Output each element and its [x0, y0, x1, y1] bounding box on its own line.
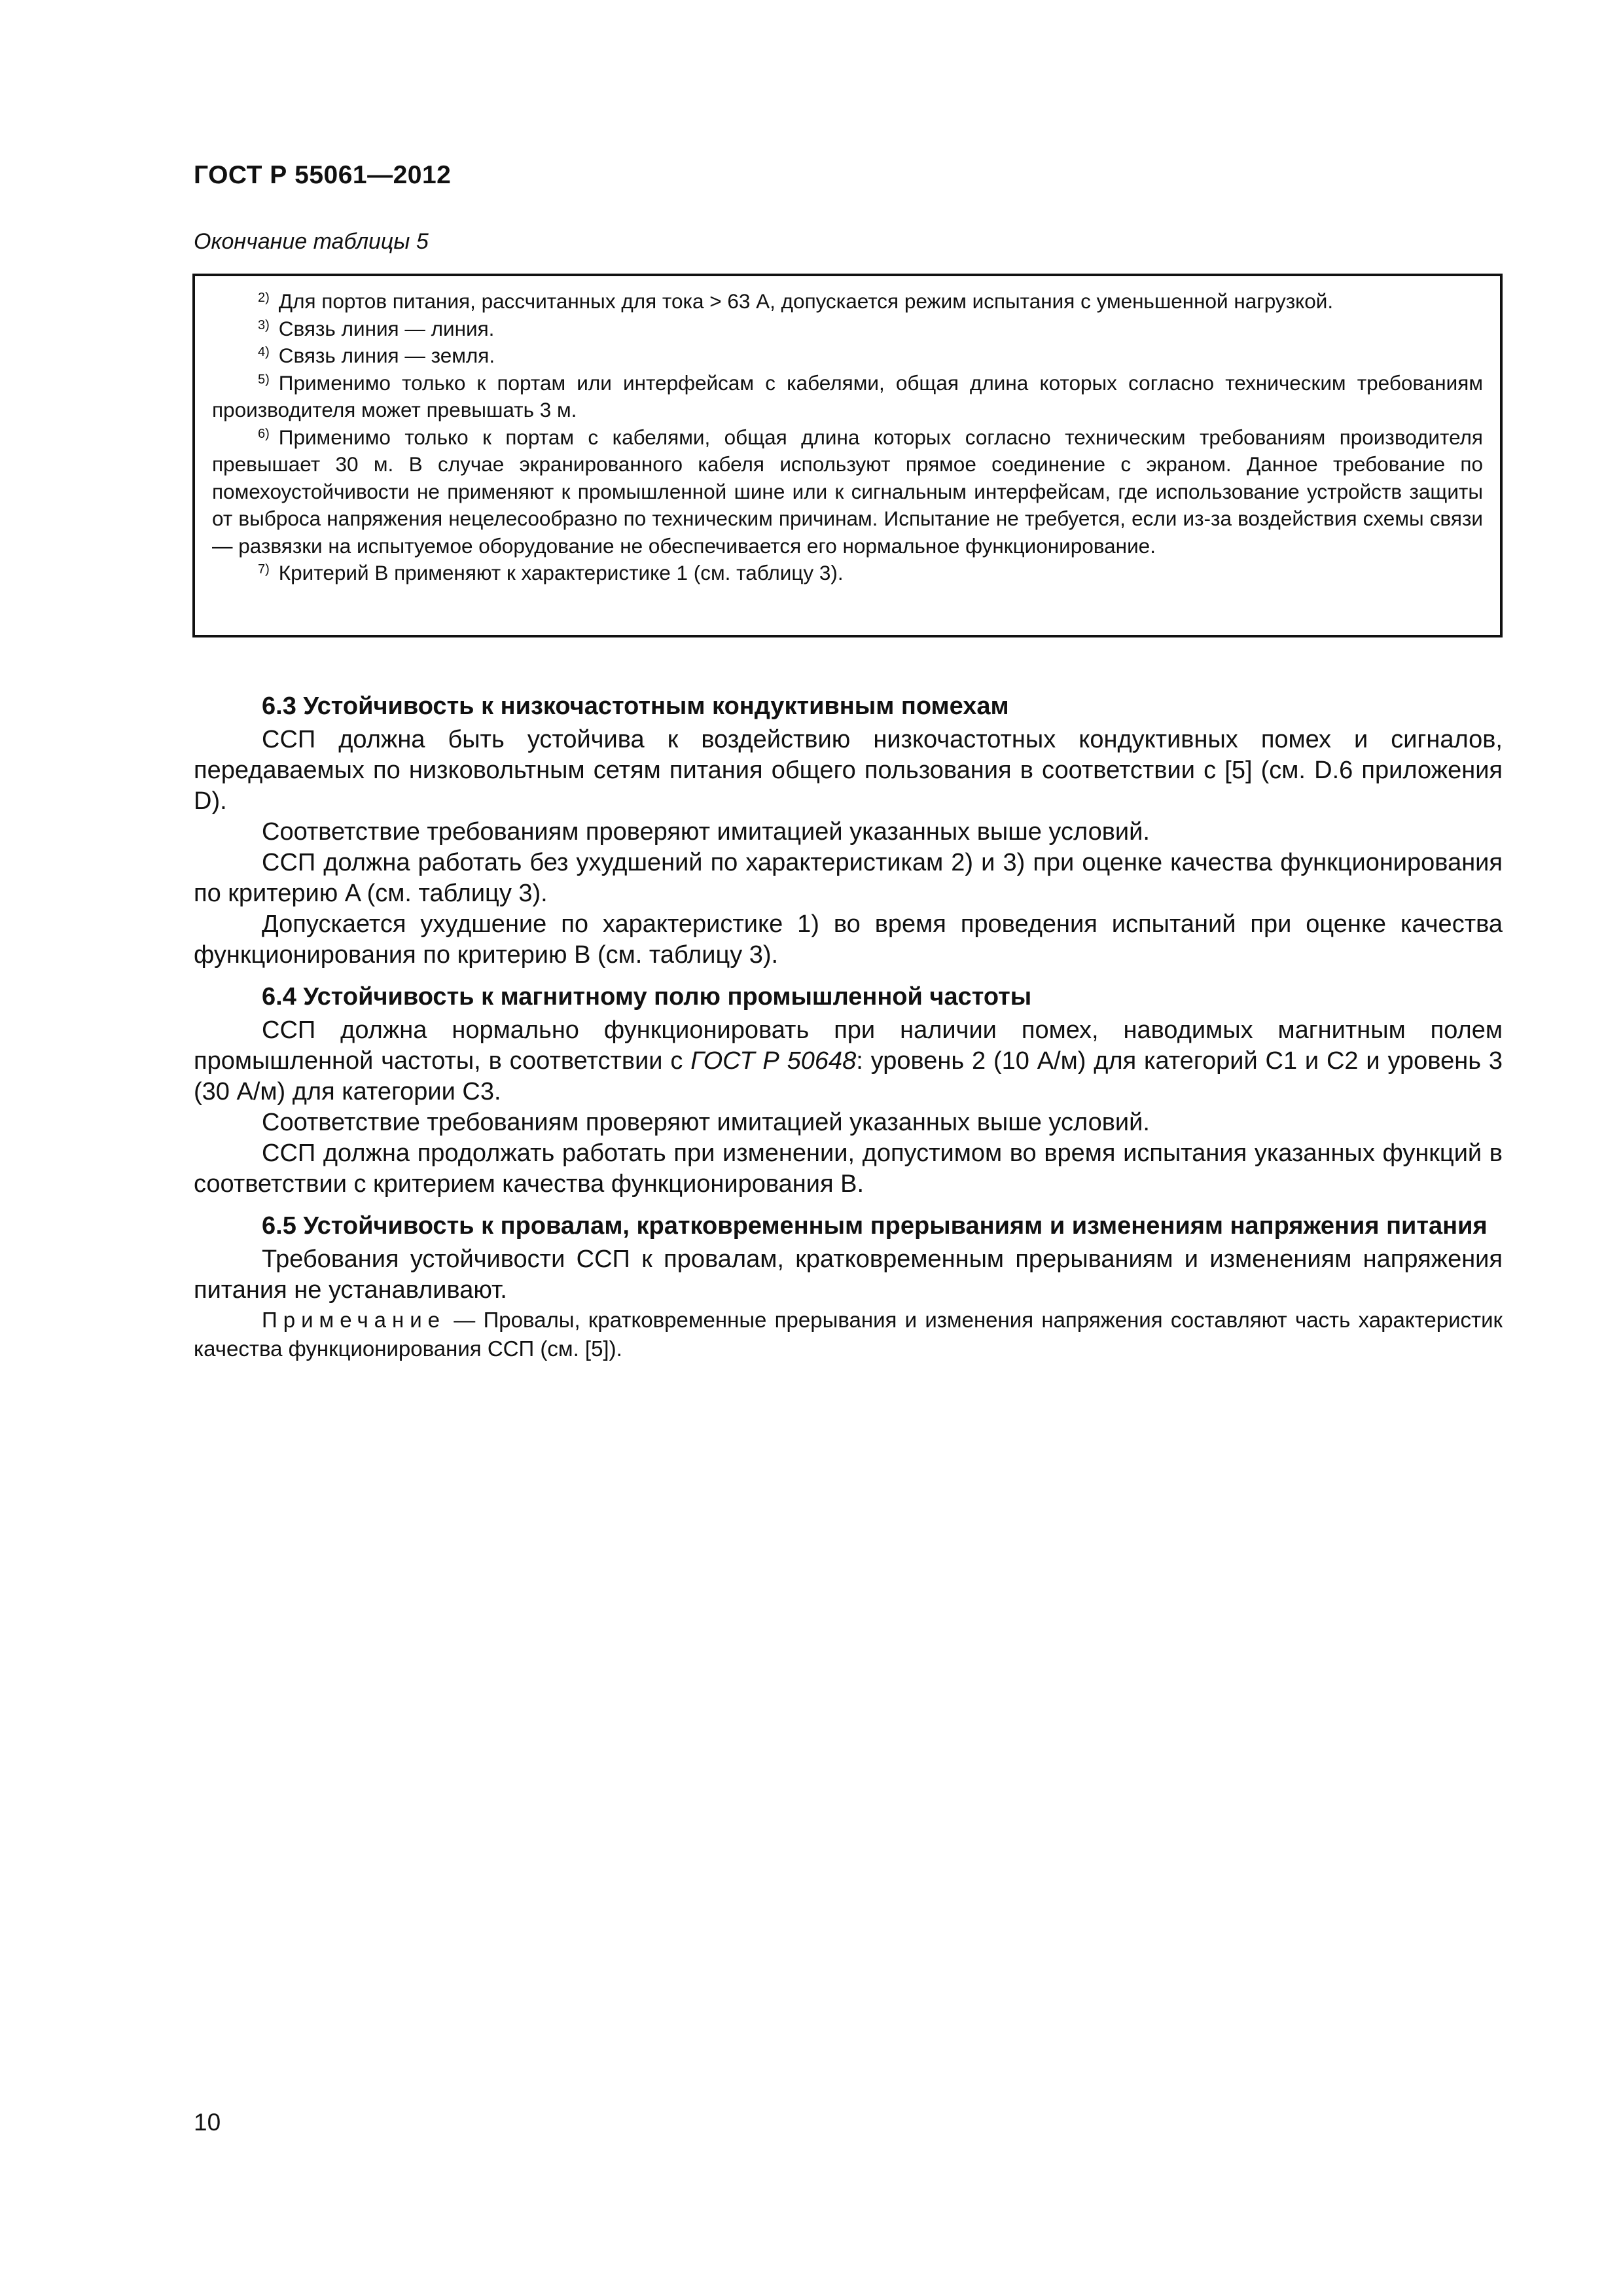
footnote-text: Применимо только к портам с кабелями, общая длина которых согласно техническим требованиям производителя превышает 30 м. В случае экранированного кабеля используют прямое соединение с экраном. Данное требование по помехоустойчивости не применяют к промышленной шине или к сигнальным интерфейсам, где использование устройств защиты от выброса напряжения нецелесообразно по техническим причинам. Испытание не требуется, если из-за воздействия схемы связи — развязки на испытуемое оборудование не обеспечивается его нормальное функционирование. — [212, 425, 1483, 558]
document-header: ГОСТ Р 55061—2012 — [194, 161, 452, 189]
paragraph: Соответствие требованиям проверяют имитацией указанных выше условий. — [262, 818, 1150, 846]
section-heading-6-3: 6.3 Устойчивость к низкочастотным кондуктивным помехам — [262, 692, 1009, 720]
footnote-mark: 6) — [258, 426, 270, 441]
paragraph-text: : уровень 2 (10 А/м) для категорий C1 и C2 и уровень 3 (30 А/м) для категории C3. — [194, 1047, 1503, 1105]
section-heading-6-5: 6.5 Устойчивость к провалам, кратковременным прерываниям и изменениям напряжения питания — [262, 1212, 1488, 1240]
paragraph: ССП должна работать без ухудшений по характеристикам 2) и 3) при оценке качества функционирования по критерию A (см. таблицу 3). — [194, 849, 1503, 907]
footnote-mark: 2) — [258, 291, 270, 305]
footnote-mark: 7) — [258, 562, 270, 577]
paragraph: Соответствие требованиям проверяют имитацией указанных выше условий. — [262, 1109, 1150, 1136]
footnote — [212, 288, 1483, 315]
paragraph: Требования устойчивости ССП к провалам, кратковременным прерываниям и изменениям напряжения питания не устанавливают. — [194, 1246, 1503, 1304]
footnote — [212, 560, 1483, 587]
footnote-text: Применимо только к портам или интерфейсам с кабелями, общая длина которых согласно техническим требованиям производителя может превышать 3 м. — [212, 370, 1483, 422]
table-caption: Окончание таблицы 5 — [194, 229, 429, 254]
footnote-mark: 4) — [258, 345, 270, 359]
footnote-text: Критерий B применяют к характеристике 1 (см. таблицу 3). — [278, 561, 844, 584]
paragraph: ССП должна продолжать работать при изменении, допустимом во время испытания указанных функций в соответствии с критерием качества функционирования B. — [194, 1139, 1503, 1198]
paragraph — [194, 1015, 1503, 1107]
paragraph-text: ССП должна нормально функционировать при наличии помех, наводимых магнитным полем промышленной частоты, в соответствии с — [194, 1016, 1503, 1075]
paragraph: ССП должна быть устойчива к воздействию низкочастотных кондуктивных помех и сигналов, передаваемых по низковольтным сетям питания общего пользования в соответствии с [5] (см. D.6 приложения D). — [194, 726, 1503, 815]
footnote-mark: 5) — [258, 372, 270, 387]
section-heading-6-4: 6.4 Устойчивость к магнитному полю промышленной частоты — [262, 983, 1032, 1011]
note-label: Примечание — [262, 1308, 446, 1332]
footnote-text: Связь линия — земля. — [278, 344, 495, 367]
footnote — [212, 424, 1483, 560]
page-number: 10 — [194, 2109, 221, 2136]
standard-reference: ГОСТ Р 50648 — [690, 1047, 857, 1075]
table-footnotes-box — [192, 274, 1503, 637]
footnote — [212, 342, 1483, 370]
document-body — [194, 691, 1503, 1363]
footnote — [212, 315, 1483, 343]
footnote — [212, 370, 1483, 424]
footnote-mark: 3) — [258, 317, 270, 332]
note — [194, 1306, 1503, 1363]
footnote-text: Для портов питания, рассчитанных для тока > 63 А, допускается режим испытания с уменьшенной нагрузкой. — [278, 289, 1334, 313]
footnote-text: Связь линия — линия. — [278, 316, 495, 340]
note-text: — Провалы, кратковременные прерывания и изменения напряжения составляют часть характеристик качества функционирования ССП (см. [5]). — [194, 1308, 1503, 1361]
paragraph: Допускается ухудшение по характеристике 1) во время проведения испытаний при оценке качества функционирования по критерию B (см. таблицу 3). — [194, 910, 1503, 969]
